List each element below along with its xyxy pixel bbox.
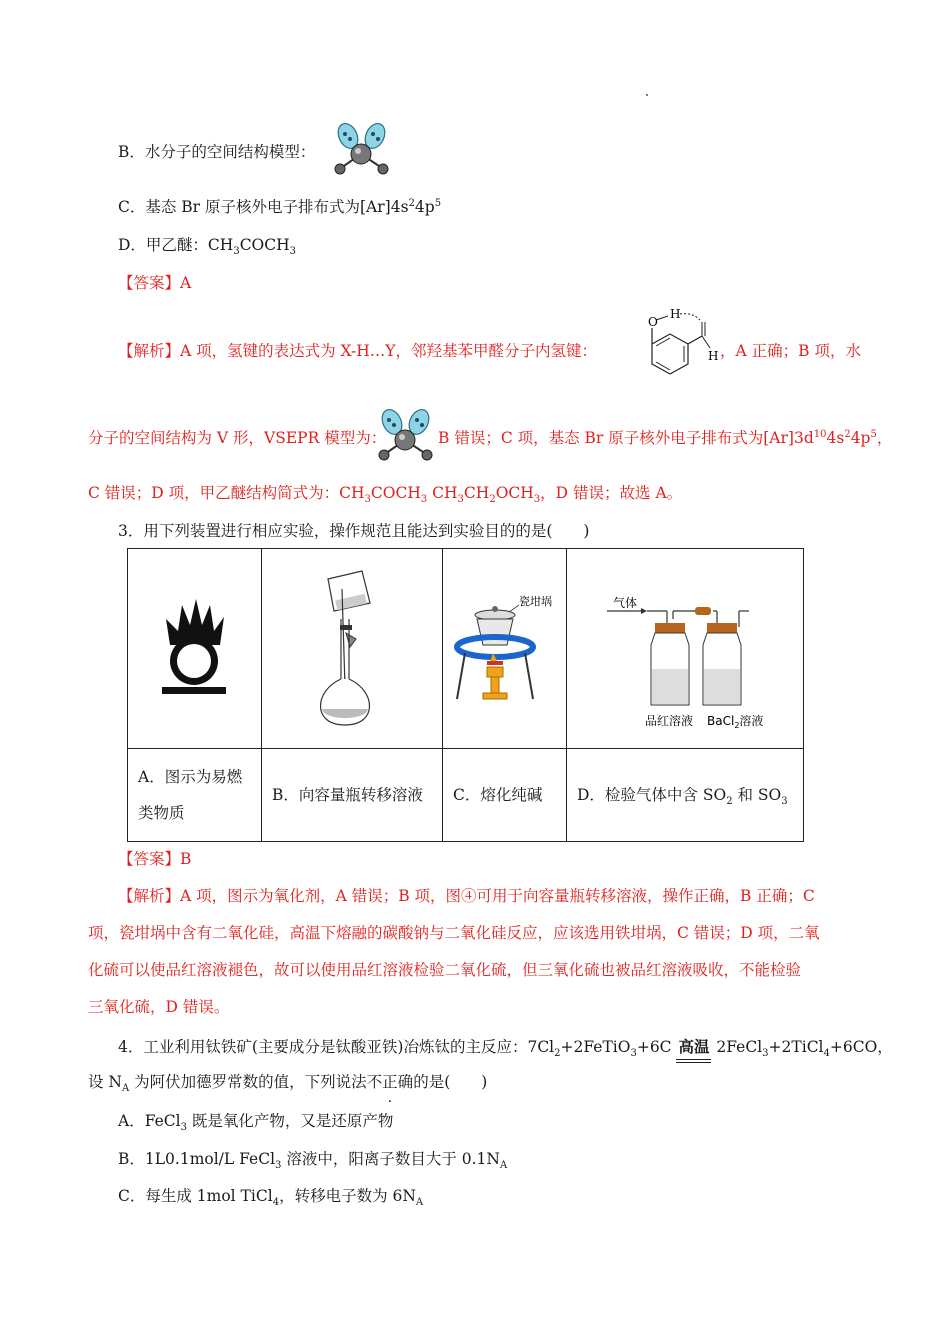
text: CH: [463, 484, 490, 502]
q2-option-d-text: D．甲乙醚：CH: [118, 236, 234, 254]
sub: 3: [630, 1048, 637, 1060]
sub: A: [415, 1197, 424, 1209]
q2-option-d: [118, 234, 296, 256]
sup: 5: [434, 197, 442, 209]
text: +6C: [636, 1038, 677, 1056]
text: 溶液中，阳离子数目大于 0.1N: [281, 1150, 500, 1168]
sub: 3: [275, 1160, 282, 1172]
q4-stem-line1: [118, 1036, 893, 1058]
sub: 2: [554, 1048, 561, 1060]
sub: A: [122, 1083, 130, 1095]
text: D．检验气体中含 SO: [577, 786, 727, 804]
text: CH: [427, 484, 458, 502]
water-molecule-model-icon: [330, 120, 392, 178]
sub: 3: [180, 1122, 187, 1134]
sub: 4: [272, 1197, 280, 1209]
text: 为阿伏加德罗常数的值，下列说法: [129, 1073, 367, 1091]
sub: A: [499, 1160, 508, 1172]
salicylaldehyde-structure-icon: [630, 306, 720, 386]
q3-image-c: [443, 549, 567, 749]
text: 和 SO: [732, 786, 782, 804]
bottle1-label: 品红溶液: [645, 714, 694, 728]
volumetric-flask-transfer-icon: [262, 549, 442, 744]
q4-option-c: [118, 1185, 423, 1207]
q3-image-d: [567, 549, 804, 749]
q2-analysis-line3: [88, 482, 682, 504]
text: COCH: [239, 236, 290, 254]
q3-analysis-line3: 化硫可以使品红溶液褪色，故可以使用品红溶液检验二氧化硫，但三氧化硫也被品红溶液吸收，不能检验: [88, 961, 802, 979]
sub: 3: [420, 494, 428, 506]
sup: 5: [870, 428, 877, 440]
text: 4．工业利用钛铁矿(主要成分是钛酸亚铁)冶炼钛的主反应：7Cl: [118, 1038, 555, 1056]
text: C．每生成 1mol TiCl: [118, 1187, 273, 1205]
text: 既是氧化产物，又是还原产物: [186, 1112, 394, 1130]
emphasized-text: 不正确: [366, 1073, 414, 1091]
sub: 3: [457, 494, 464, 506]
q4-stem-line2: [88, 1071, 487, 1093]
oxidizer-hazard-symbol-icon: [128, 549, 261, 744]
sub: 4: [823, 1048, 830, 1060]
sup: 2: [844, 428, 851, 440]
q3-image-b: [262, 549, 443, 749]
crucible-label: 瓷坩埚: [519, 595, 552, 608]
text: 4s: [826, 429, 845, 447]
text: ，转移电子数为 6N: [279, 1187, 416, 1205]
text: OCH: [495, 484, 534, 502]
text: B．1L0.1mol/L FeCl: [118, 1150, 276, 1168]
q2-analysis-line2a: 分子的空间结构为 V 形，VSEPR 模型为：: [88, 429, 387, 447]
sub: 2: [726, 796, 733, 808]
q3-analysis-line1: 【解析】A 项，图示为氧化剂，A 错误；B 项，图④可用于向容量瓶转移溶液，操作正确，B 正确；C: [118, 887, 815, 905]
text: ，D 错误；故选 A。: [540, 484, 683, 502]
q4-option-a: [118, 1110, 393, 1132]
text: 溶液: [739, 714, 764, 728]
q2-option-c: [118, 196, 441, 218]
text: COCH: [370, 484, 421, 502]
q3-caption-a: [128, 749, 262, 842]
mol-label-o: O: [648, 315, 658, 329]
gas-washing-bottles-icon: [567, 549, 803, 744]
header-dot: [646, 94, 648, 96]
q3-apparatus-table: [127, 548, 804, 842]
q3-caption-d: [567, 749, 804, 842]
sub: 3: [364, 494, 371, 506]
sub: 2: [489, 494, 496, 506]
sub: 2: [734, 721, 740, 730]
sub: 3: [781, 796, 788, 808]
q3-caption-b: B．向容量瓶转移溶液: [262, 749, 443, 842]
q4-option-b: [118, 1148, 507, 1170]
text: C 错误；D 项，甲乙醚结构简式为：CH: [88, 484, 365, 502]
q3-caption-c: C．熔化纯碱: [443, 749, 567, 842]
mol-label-h2: H: [708, 349, 719, 363]
q3-answer: 【答案】B: [118, 850, 192, 868]
text: +6CO，: [829, 1038, 893, 1056]
caption-a-line2: 类物质: [138, 804, 185, 822]
q2-answer: 【答案】A: [118, 274, 192, 292]
gas-label: 气体: [613, 596, 638, 610]
sup: 10: [813, 428, 827, 440]
text: +2TiCl: [768, 1038, 824, 1056]
text: B 错误；C 项，基态 Br 原子核外电子排布式为[Ar]3d: [438, 429, 814, 447]
text: 2FeCl: [711, 1038, 763, 1056]
sup: 2: [408, 197, 415, 209]
water-vsepr-model-icon: [374, 406, 436, 464]
q3-analysis-line4: 三氧化硫，D 错误。: [88, 998, 230, 1016]
q2-analysis-line1b: ，A 正确；B 项，水: [720, 342, 861, 360]
text: 4p: [414, 198, 435, 216]
bottle2-label: [707, 713, 763, 730]
q3-stem: 3．用下列装置进行相应实验，操作规范且能达到实验目的的是( ): [118, 522, 590, 540]
sub: 3: [762, 1048, 769, 1060]
sub: 3: [233, 246, 240, 258]
caption-a-line1: A．图示为易燃: [138, 768, 243, 786]
text: 设 N: [88, 1073, 122, 1091]
q2-option-c-text: C．基态 Br 原子核外电子排布式为[Ar]4s: [118, 198, 409, 216]
sub: 3: [533, 494, 541, 506]
text: BaCl: [707, 714, 735, 728]
text: A．FeCl: [118, 1112, 181, 1130]
q3-image-a: [128, 549, 262, 749]
q2-option-b-text: B．水分子的空间结构模型：: [118, 143, 316, 161]
text: 的是( ): [413, 1073, 488, 1091]
crucible-heating-icon: [443, 549, 566, 744]
q2-option-b: [118, 141, 315, 163]
sub: 3: [289, 246, 297, 258]
reaction-condition: 高温: [678, 1037, 710, 1056]
q2-analysis-line2b: [438, 427, 892, 449]
text: 4p: [850, 429, 871, 447]
mol-label-h1: H: [670, 307, 681, 321]
text: +2FeTiO: [560, 1038, 631, 1056]
q2-analysis-line1a: 【解析】A 项，氢键的表达式为 X-H…Y，邻羟基苯甲醛分子内氢键：: [118, 342, 598, 360]
text: ，: [876, 429, 893, 447]
q3-analysis-line2: 项，瓷坩埚中含有二氧化硅，高温下熔融的碳酸钠与二氧化硅反应，应该选用铁坩埚，C 错误；D 项，二氧: [88, 924, 820, 942]
